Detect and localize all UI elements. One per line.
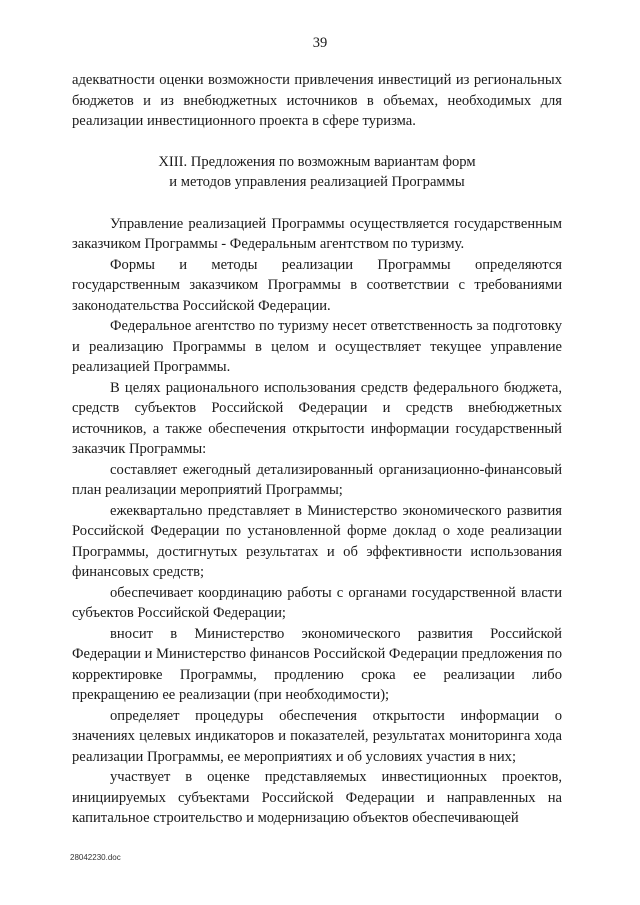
list-item-project-evaluation: участвует в оценке представляемых инвестиционных проектов, инициируемых субъектами Российской Федерации и направленных на капитальное строительство и модернизацию объектов обеспечивающей — [72, 769, 562, 826]
footer-filename: 28042230.doc — [70, 853, 121, 862]
paragraph-management: Управление реализацией Программы осуществляется государственным заказчиком Программы - Федеральным агентством по туризму. — [72, 215, 562, 252]
list-item-proposals: вносит в Министерство экономического развития Российской Федерации и Министерство финансов Российской Федерации предложения по корректировке Программы, продлению срока ее реализации либо прекращению ее реализации (при необходимости); — [72, 625, 562, 703]
section-heading-line-2: и методов управления реализацией Программы — [169, 173, 465, 190]
paragraph-purposes: В целях рационального использования средств федерального бюджета, средств субъектов Российской Федерации и средств внебюджетных источников, а также обеспечения открытости информации государственный заказчик Программы: — [72, 379, 562, 457]
paragraph-forms-methods: Формы и методы реализации Программы определяются государственным заказчиком Программы в соответствии с требованиями законодательства Российской Федерации. — [72, 256, 562, 314]
paragraph-responsibility: Федеральное агентство по туризму несет ответственность за подготовку и реализацию Программы в целом и осуществляет текущее управление реализацией Программы. — [72, 318, 562, 375]
intro-paragraph: адекватности оценки возможности привлечения инвестиций из региональных бюджетов и из внебюджетных источников в объемах, необходимых для реализации инвестиционного проекта в сфере туризма. — [72, 72, 562, 129]
document-body — [72, 70, 562, 829]
page-number: 39 — [312, 35, 328, 51]
list-item-coordination: обеспечивает координацию работы с органами государственной власти субъектов Российской Федерации; — [72, 584, 562, 621]
list-item-openness-procedures: определяет процедуры обеспечения открытости информации о значениях целевых индикаторов и показателей, результатах мониторинга хода реализации Программы, ее мероприятиях и об условиях участия в них; — [72, 707, 562, 765]
list-item-quarterly-report: ежеквартально представляет в Министерство экономического развития Российской Федерации по установленной форме доклад о ходе реализации Программы, достигнутых результатах и об эффективности использования финансовых средств; — [72, 502, 562, 580]
list-item-plan: составляет ежегодный детализированный организационно-финансовый план реализации мероприятий Программы; — [72, 461, 562, 498]
section-heading — [72, 152, 562, 192]
section-heading-line-1: XIII. Предложения по возможным вариантам форм — [158, 153, 476, 170]
